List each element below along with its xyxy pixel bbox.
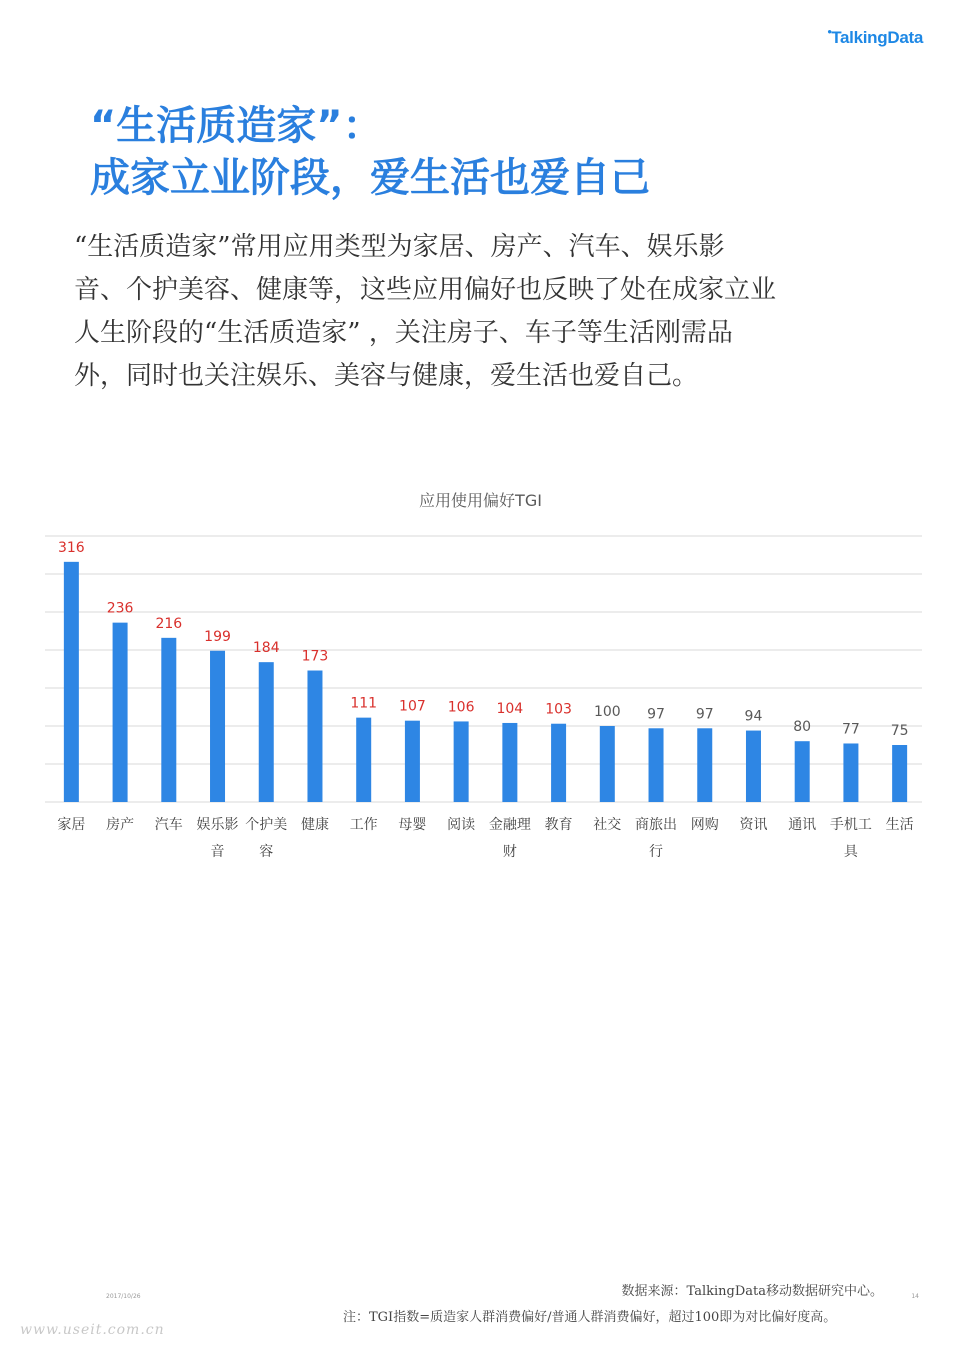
bar (161, 638, 176, 802)
data-label: 107 (399, 698, 426, 715)
bar (746, 731, 761, 802)
category-label: 生活 (885, 817, 914, 833)
data-label: 75 (890, 723, 909, 739)
headline-line-2: 成家立业阶段，爱生活也爱自己 (90, 155, 650, 201)
bar (502, 723, 517, 802)
data-label: 173 (301, 648, 329, 665)
data-label: 80 (793, 719, 812, 736)
data-label: 111 (350, 695, 378, 712)
bar (892, 745, 907, 802)
category-label: 资讯 (739, 817, 768, 833)
data-label: 100 (593, 704, 621, 720)
chart-title: 应用使用偏好TGI (419, 491, 542, 510)
footer-page-number: 14 (911, 1293, 919, 1300)
category-label: 社交 (593, 817, 622, 833)
category-label: 网购 (690, 817, 719, 833)
body-line-3: 人生阶段的“生活质造家” ，关注房子、车子等生活刚需品 (74, 318, 733, 348)
body-line-4: 外，同时也关注娱乐、美容与健康，爱生活也爱自己。 (74, 361, 699, 391)
bar (697, 728, 712, 802)
data-label: 94 (744, 708, 763, 725)
bar (551, 724, 566, 802)
footer-source: 数据来源：TalkingData移动数据研究中心。 (621, 1284, 883, 1299)
category-label: 母婴 (398, 817, 427, 833)
footer-date: 2017/10/26 (106, 1293, 141, 1300)
data-label: 103 (545, 701, 572, 718)
footer-note: 注：TGI指数=质造家人群消费偏好/普通人群消费偏好，超过100即为对比偏好度高。 (343, 1310, 837, 1325)
category-label: 家居 (57, 817, 86, 833)
bar (600, 726, 615, 802)
headline-line-1: “生活质造家”： (90, 103, 383, 149)
bar (356, 718, 371, 802)
data-label: 316 (57, 539, 85, 556)
data-label: 106 (447, 699, 475, 716)
category-label: 个护美 (245, 817, 288, 833)
bar (405, 721, 420, 802)
bar (795, 741, 810, 802)
category-label: 手机工 (829, 817, 872, 833)
bar (454, 721, 469, 802)
bar (843, 743, 858, 802)
body-line-1: “生活质造家”常用应用类型为家居、房产、汽车、娱乐影 (74, 232, 725, 262)
category-label: 商旅出 (635, 817, 678, 833)
data-label: 216 (155, 615, 183, 632)
category-label: 教育 (544, 817, 573, 833)
data-label: 97 (695, 706, 714, 723)
data-label: 184 (252, 640, 280, 657)
data-label: 236 (106, 600, 134, 617)
data-label: 199 (204, 628, 231, 645)
bar (307, 671, 322, 802)
data-label: 97 (647, 706, 665, 723)
category-label: 音 (210, 844, 225, 860)
logo-text: TalkingData (831, 28, 923, 47)
category-label: 容 (259, 844, 274, 860)
bar (210, 651, 225, 802)
data-label: 77 (842, 721, 860, 738)
category-label: 房产 (106, 817, 135, 833)
category-label: 具 (843, 844, 858, 860)
category-label: 健康 (300, 817, 329, 833)
bar (649, 728, 664, 802)
category-label: 财 (502, 844, 517, 860)
category-label: 工作 (349, 817, 378, 833)
category-label: 阅读 (447, 817, 476, 833)
body-line-2: 音、个护美容、健康等，这些应用偏好也反映了处在成家立业 (74, 275, 777, 305)
data-label: 104 (496, 700, 524, 717)
category-label: 汽车 (154, 817, 183, 833)
bar (113, 623, 128, 802)
category-label: 娱乐影 (196, 817, 239, 833)
bar (64, 562, 79, 802)
category-label: 行 (649, 844, 664, 860)
watermark: www.useit.com.cn (20, 1322, 165, 1338)
category-label: 通讯 (788, 817, 817, 833)
bar (259, 662, 274, 802)
category-label: 金融理 (488, 817, 531, 833)
logo-dot-icon: ● (827, 27, 832, 36)
